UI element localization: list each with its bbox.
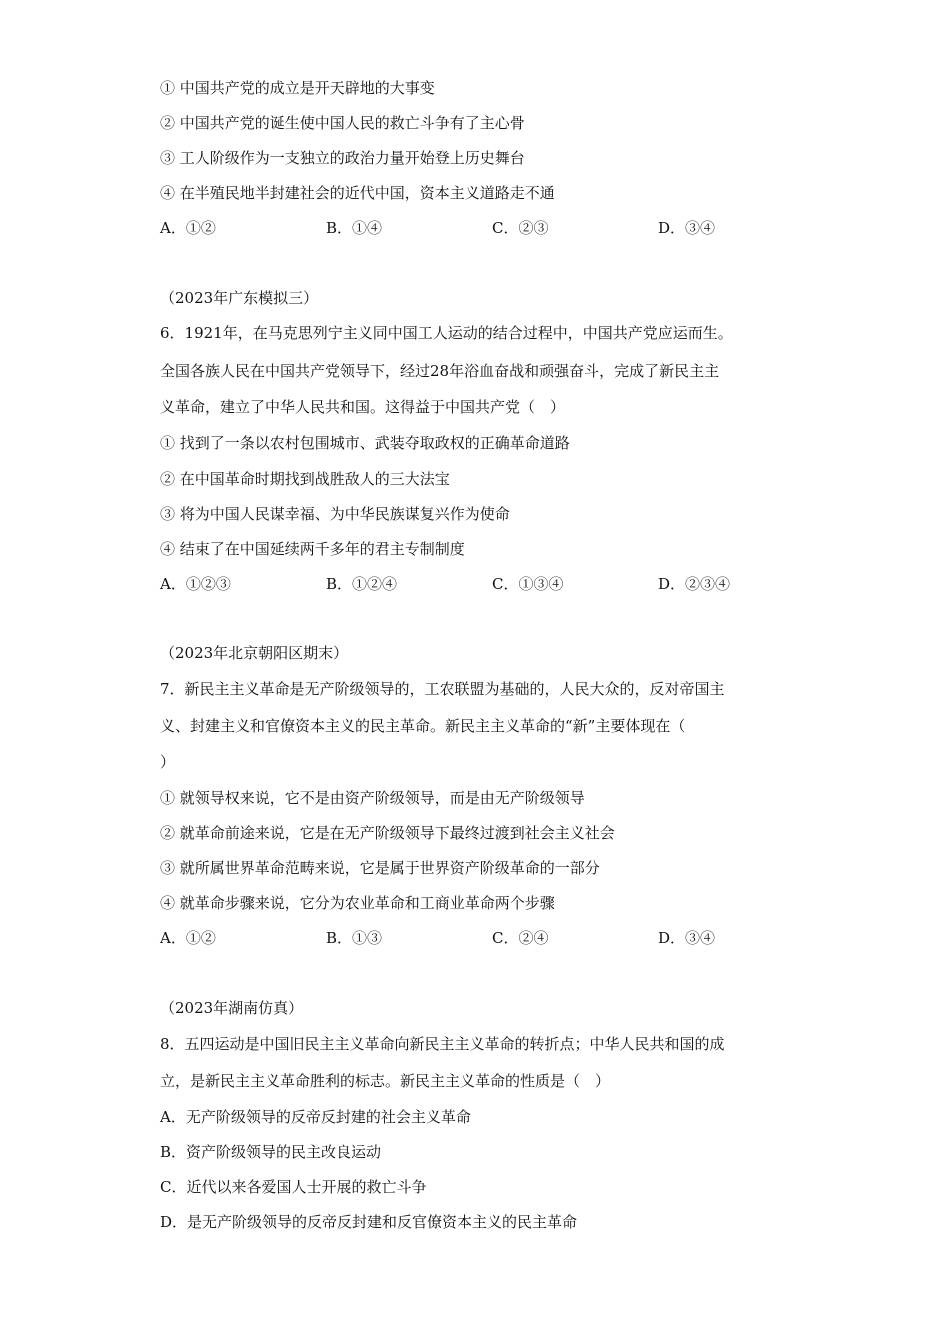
q6-item-3: ③ 将为中国人民谋幸福、为中华民族谋复兴作为使命	[160, 505, 510, 523]
q7-item-1: ① 就领导权来说，它不是由资产阶级领导，而是由无产阶级领导	[160, 789, 585, 807]
q7-stem-line-3: ）	[160, 753, 176, 771]
q6-item-2: ② 在中国革命时期找到战胜敌人的三大法宝	[160, 470, 450, 488]
q7-option-b[interactable]: B．①③	[326, 929, 383, 947]
q7-stem-line-1: 7．新民主主义革命是无产阶级领导的，工农联盟为基础的，人民大众的，反对帝国主	[160, 680, 725, 698]
q5-option-a[interactable]: A．①②	[160, 219, 216, 237]
q6-stem-line-1: 6．1921年，在马克思列宁主义同中国工人运动的结合过程中，中国共产党应运而生。	[160, 324, 733, 342]
q7-option-c[interactable]: C．②④	[492, 929, 549, 947]
q5-option-b[interactable]: B．①④	[326, 219, 383, 237]
q5-item-4: ④ 在半殖民地半封建社会的近代中国，资本主义道路走不通	[160, 184, 555, 202]
q5-option-c[interactable]: C．②③	[492, 219, 549, 237]
q7-source: （2023年北京朝阳区期末）	[160, 644, 349, 662]
q6-source: （2023年广东模拟三）	[160, 289, 319, 307]
q8-source: （2023年湖南仿真）	[160, 999, 304, 1017]
q6-option-b[interactable]: B．①②④	[326, 575, 398, 593]
q6-item-1: ① 找到了一条以农村包围城市、武装夺取政权的正确革命道路	[160, 434, 570, 452]
q7-option-d[interactable]: D．③④	[658, 929, 716, 947]
q6-item-4: ④ 结束了在中国延续两千多年的君主专制制度	[160, 540, 465, 558]
q8-option-c[interactable]: C．近代以来各爱国人士开展的救亡斗争	[160, 1178, 427, 1196]
q5-item-3: ③ 工人阶级作为一支独立的政治力量开始登上历史舞台	[160, 149, 525, 167]
q5-options	[160, 218, 860, 238]
q5-item-2: ② 中国共产党的诞生使中国人民的救亡斗争有了主心骨	[160, 114, 525, 132]
q7-options	[160, 928, 860, 948]
q6-option-a[interactable]: A．①②③	[160, 575, 231, 593]
q6-option-d[interactable]: D．②③④	[658, 575, 731, 593]
q8-option-a[interactable]: A．无产阶级领导的反帝反封建的社会主义革命	[160, 1108, 471, 1126]
q6-stem-line-3: 义革命，建立了中华人民共和国。这得益于中国共产党（ ）	[160, 398, 566, 416]
q8-option-d[interactable]: D．是无产阶级领导的反帝反封建和反官僚资本主义的民主革命	[160, 1213, 578, 1231]
q6-stem-line-2: 全国各族人民在中国共产党领导下，经过28年浴血奋战和顽强奋斗，完成了新民主主	[160, 362, 720, 380]
q7-option-a[interactable]: A．①②	[160, 929, 216, 947]
q5-item-1: ① 中国共产党的成立是开天辟地的大事变	[160, 79, 435, 97]
q6-option-c[interactable]: C．①③④	[492, 575, 564, 593]
q8-option-b[interactable]: B．资产阶级领导的民主改良运动	[160, 1143, 382, 1161]
q7-item-3: ③ 就所属世界革命范畴来说，它是属于世界资产阶级革命的一部分	[160, 859, 600, 877]
q7-item-2: ② 就革命前途来说，它是在无产阶级领导下最终过渡到社会主义社会	[160, 824, 615, 842]
q7-item-4: ④ 就革命步骤来说，它分为农业革命和工商业革命两个步骤	[160, 894, 555, 912]
q8-stem-line-1: 8．五四运动是中国旧民主主义革命向新民主主义革命的转折点；中华人民共和国的成	[160, 1035, 725, 1053]
q6-options	[160, 574, 860, 594]
q5-option-d[interactable]: D．③④	[658, 219, 716, 237]
q8-stem-line-2: 立，是新民主主义革命胜利的标志。新民主主义革命的性质是（ ）	[160, 1072, 611, 1090]
q7-stem-line-2: 义、封建主义和官僚资本主义的民主革命。新民主主义革命的“新”主要体现在（	[160, 717, 686, 735]
